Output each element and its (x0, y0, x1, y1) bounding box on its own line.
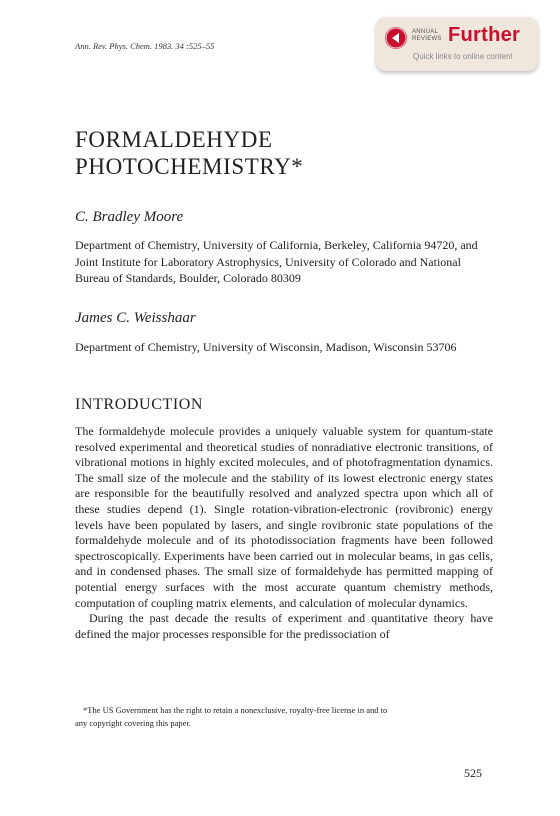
section-heading: INTRODUCTION (75, 396, 204, 413)
footnote-line: any copyright covering this paper. (75, 718, 191, 728)
article-title (75, 126, 303, 180)
footnote (75, 704, 493, 730)
author-name: James C. Weisshaar (75, 310, 196, 326)
author-affiliation: Department of Chemistry, University of California, Berkeley, California 94720, and Joint Institute for Laboratory Astrophysics, University of Colorado and National Bureau of Standards, Boulder, Colorado 80309 (75, 238, 478, 285)
journal-citation: Ann. Rev. Phys. Chem. 1983. 34 :525–55 (75, 41, 215, 51)
annual-label: ANNUAL (412, 29, 439, 35)
further-subtitle: Quick links to online content (413, 52, 513, 61)
further-wordmark: Further (448, 24, 521, 46)
author-affiliation: Department of Chemistry, University of Wisconsin, Madison, Wisconsin 53706 (75, 340, 457, 354)
title-line-2: PHOTOCHEMISTRY* (75, 154, 304, 179)
page-number: 525 (464, 766, 482, 780)
annual-reviews-further-badge[interactable] (376, 17, 538, 71)
reviews-label: REVIEWS (412, 36, 442, 42)
footnote-line: *The US Government has the right to retain a nonexclusive, royalty-free license in and to (83, 705, 388, 715)
author-name: C. Bradley Moore (75, 209, 184, 225)
title-line-1: FORMALDEHYDE (75, 127, 273, 152)
play-icon (385, 27, 407, 49)
paragraph: The formaldehyde molecule provides a uniquely valuable system for quantum-state resolved experimental and theoretical studies of nonradiative electronic transitions, of vibrational motions in highly excited molecules, and of photofragmentation dynamics. The small size of the molecule and the stability of its lowest electronic energy states are responsible for the beautifully resolved and analyzed spectra upon which all of these studies depend (1). Single rotation-vibration-electronic (rovibronic) energy levels have been populated by lasers, and single rovibronic state populations of the formaldehyde molecule and of its photodissociation fragments have been followed spectroscopically. Experiments have been carried out in molecular beams, in gas cells, and in condensed phases. The small size of formaldehyde has permitted mapping of potential energy surfaces with the most accurate quantum chemistry methods, computation of coupling matrix elements, and calculation of molecular dynamics. (75, 424, 493, 610)
annual-reviews-label (412, 29, 442, 43)
paragraph: During the past decade the results of experiment and quantitative theory have defined the major processes responsible for the predissociation of (75, 611, 493, 641)
body-text (75, 424, 493, 642)
